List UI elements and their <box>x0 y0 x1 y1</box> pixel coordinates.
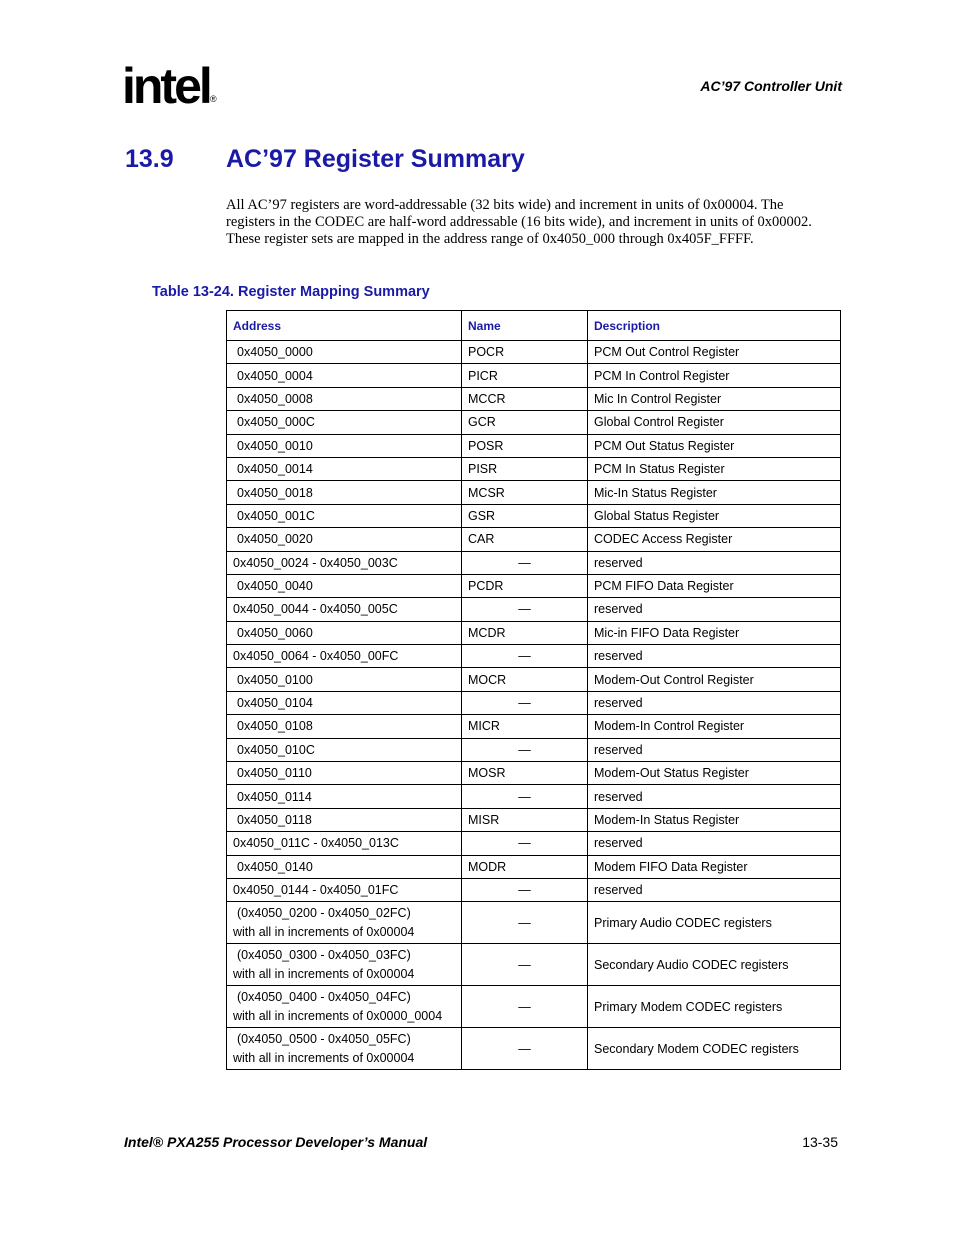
description-cell: PCM In Control Register <box>588 364 841 387</box>
name-cell: — <box>462 691 588 714</box>
table-row <box>227 738 841 761</box>
address-cell <box>227 902 462 944</box>
address-cell <box>227 1028 462 1070</box>
description-cell: reserved <box>588 832 841 855</box>
address-text: 0x4050_0140 <box>237 859 313 874</box>
name-cell: MODR <box>462 855 588 878</box>
address-text: 0x4050_0104 <box>237 696 313 711</box>
description-cell: Global Status Register <box>588 504 841 527</box>
address-cell: 0x4050_0064 - 0x4050_00FC <box>227 645 462 668</box>
description-cell: reserved <box>588 785 841 808</box>
address-text: 0x4050_0004 <box>237 368 313 383</box>
address-cell: 0x4050_0024 - 0x4050_003C <box>227 551 462 574</box>
table-row <box>227 411 841 434</box>
address-cell <box>227 855 462 878</box>
address-cell <box>227 668 462 691</box>
description-cell: Primary Audio CODEC registers <box>588 902 841 944</box>
registered-mark: ® <box>210 94 217 104</box>
name-cell: MCSR <box>462 481 588 504</box>
name-cell: PISR <box>462 457 588 480</box>
address-range: (0x4050_0400 - 0x4050_04FC) <box>237 990 411 1005</box>
address-increment-note: with all in increments of 0x00004 <box>233 924 415 939</box>
description-cell: PCM In Status Register <box>588 457 841 480</box>
description-cell: Global Control Register <box>588 411 841 434</box>
address-text: 0x4050_0018 <box>237 485 313 500</box>
table-row <box>227 504 841 527</box>
name-cell: MISR <box>462 808 588 831</box>
header-name: Name <box>462 311 588 341</box>
address-cell: 0x4050_011C - 0x4050_013C <box>227 832 462 855</box>
name-cell: MOSR <box>462 762 588 785</box>
table-row <box>227 668 841 691</box>
logo-wordmark: intel <box>122 58 210 114</box>
table-row <box>227 621 841 644</box>
description-cell: reserved <box>588 878 841 901</box>
table-row <box>227 832 841 855</box>
description-cell: reserved <box>588 645 841 668</box>
section-number: 13.9 <box>125 145 174 173</box>
description-cell: Mic-In Status Register <box>588 481 841 504</box>
address-cell <box>227 691 462 714</box>
address-text: 0x4050_0100 <box>237 672 313 687</box>
description-cell: reserved <box>588 691 841 714</box>
footer-page-number: 13-35 <box>802 1134 838 1150</box>
table-row <box>227 785 841 808</box>
description-cell: Primary Modem CODEC registers <box>588 986 841 1028</box>
table-row <box>227 808 841 831</box>
name-cell: CAR <box>462 528 588 551</box>
name-cell: — <box>462 902 588 944</box>
address-cell <box>227 364 462 387</box>
table-row <box>227 364 841 387</box>
address-cell <box>227 986 462 1028</box>
address-range: (0x4050_0500 - 0x4050_05FC) <box>237 1032 411 1047</box>
table-row <box>227 457 841 480</box>
description-cell: reserved <box>588 551 841 574</box>
address-text: 0x4050_0014 <box>237 462 313 477</box>
table-row <box>227 855 841 878</box>
table-row <box>227 986 841 1028</box>
name-cell: GSR <box>462 504 588 527</box>
address-cell: 0x4050_0144 - 0x4050_01FC <box>227 878 462 901</box>
description-cell: Modem-Out Status Register <box>588 762 841 785</box>
register-mapping-table <box>226 310 841 1070</box>
name-cell: — <box>462 832 588 855</box>
table-body <box>227 341 841 1070</box>
name-cell: GCR <box>462 411 588 434</box>
table-row <box>227 715 841 738</box>
table-row <box>227 878 841 901</box>
name-cell: — <box>462 986 588 1028</box>
table-row <box>227 574 841 597</box>
intel-logo <box>122 60 222 118</box>
table-row <box>227 645 841 668</box>
table-header-row <box>227 311 841 341</box>
header-address: Address <box>227 311 462 341</box>
address-text: 0x4050_0118 <box>237 813 312 827</box>
table-row <box>227 434 841 457</box>
description-cell: Secondary Modem CODEC registers <box>588 1028 841 1070</box>
address-cell <box>227 387 462 410</box>
running-header: AC’97 Controller Unit <box>700 78 842 94</box>
name-cell: — <box>462 551 588 574</box>
name-cell: — <box>462 1028 588 1070</box>
name-cell: — <box>462 878 588 901</box>
address-cell <box>227 715 462 738</box>
table-row <box>227 691 841 714</box>
table-row <box>227 481 841 504</box>
table-caption: Table 13-24. Register Mapping Summary <box>152 284 430 300</box>
name-cell: POCR <box>462 341 588 364</box>
table-row <box>227 902 841 944</box>
description-cell: reserved <box>588 738 841 761</box>
table-row <box>227 944 841 986</box>
description-cell: Modem-In Status Register <box>588 808 841 831</box>
description-cell: PCM FIFO Data Register <box>588 574 841 597</box>
address-range: (0x4050_0200 - 0x4050_02FC) <box>237 906 411 921</box>
address-cell <box>227 574 462 597</box>
name-cell: — <box>462 944 588 986</box>
name-cell: — <box>462 645 588 668</box>
address-cell <box>227 621 462 644</box>
name-cell: MCDR <box>462 621 588 644</box>
table-row <box>227 341 841 364</box>
section-title: AC’97 Register Summary <box>226 145 525 173</box>
name-cell: — <box>462 785 588 808</box>
address-text: 0x4050_0108 <box>237 719 313 734</box>
address-text: 0x4050_0000 <box>237 345 313 360</box>
name-cell: POSR <box>462 434 588 457</box>
description-cell: Mic In Control Register <box>588 387 841 410</box>
address-text: 0x4050_000C <box>237 415 315 430</box>
address-text: 0x4050_0060 <box>237 625 313 640</box>
table-row <box>227 387 841 410</box>
address-cell <box>227 411 462 434</box>
address-cell: 0x4050_0044 - 0x4050_005C <box>227 598 462 621</box>
address-cell <box>227 341 462 364</box>
description-cell: Mic-in FIFO Data Register <box>588 621 841 644</box>
description-cell: PCM Out Control Register <box>588 341 841 364</box>
name-cell: — <box>462 738 588 761</box>
name-cell: MOCR <box>462 668 588 691</box>
address-increment-note: with all in increments of 0x00004 <box>233 1050 415 1065</box>
description-cell: Modem FIFO Data Register <box>588 855 841 878</box>
address-cell <box>227 528 462 551</box>
address-cell <box>227 504 462 527</box>
name-cell: — <box>462 598 588 621</box>
address-cell <box>227 762 462 785</box>
address-increment-note: with all in increments of 0x00004 <box>233 966 415 981</box>
description-cell: PCM Out Status Register <box>588 434 841 457</box>
name-cell: MICR <box>462 715 588 738</box>
intro-paragraph: All AC’97 registers are word-addressable (32 bits wide) and increment in units of 0x00004. The registers in the CODEC are half-word addressable (16 bits wide), and increment in units of 0x00002. These register sets are mapped in the address range of 0x4050_000 through 0x405F_FFFF. <box>226 197 812 248</box>
address-cell <box>227 457 462 480</box>
footer-manual-title: Intel® PXA255 Processor Developer’s Manual <box>124 1134 428 1150</box>
address-text: 0x4050_0010 <box>237 438 313 453</box>
description-cell: Modem-In Control Register <box>588 715 841 738</box>
address-text: 0x4050_0110 <box>237 766 312 781</box>
address-cell <box>227 785 462 808</box>
address-increment-note: with all in increments of 0x0000_0004 <box>233 1008 443 1023</box>
address-cell <box>227 738 462 761</box>
address-text: 0x4050_0114 <box>237 789 312 804</box>
table-row <box>227 528 841 551</box>
address-text: 0x4050_001C <box>237 508 315 523</box>
address-cell <box>227 481 462 504</box>
address-cell <box>227 434 462 457</box>
address-cell <box>227 808 462 831</box>
description-cell: Modem-Out Control Register <box>588 668 841 691</box>
description-cell: CODEC Access Register <box>588 528 841 551</box>
name-cell: PICR <box>462 364 588 387</box>
address-text: 0x4050_0020 <box>237 532 313 547</box>
table-row <box>227 551 841 574</box>
header-description: Description <box>588 311 841 341</box>
table-row <box>227 762 841 785</box>
address-text: 0x4050_010C <box>237 742 315 757</box>
name-cell: PCDR <box>462 574 588 597</box>
table-row <box>227 1028 841 1070</box>
address-text: 0x4050_0008 <box>237 391 313 406</box>
address-cell <box>227 944 462 986</box>
table-row <box>227 598 841 621</box>
address-range: (0x4050_0300 - 0x4050_03FC) <box>237 948 411 963</box>
description-cell: reserved <box>588 598 841 621</box>
address-text: 0x4050_0040 <box>237 579 313 594</box>
description-cell: Secondary Audio CODEC registers <box>588 944 841 986</box>
name-cell: MCCR <box>462 387 588 410</box>
